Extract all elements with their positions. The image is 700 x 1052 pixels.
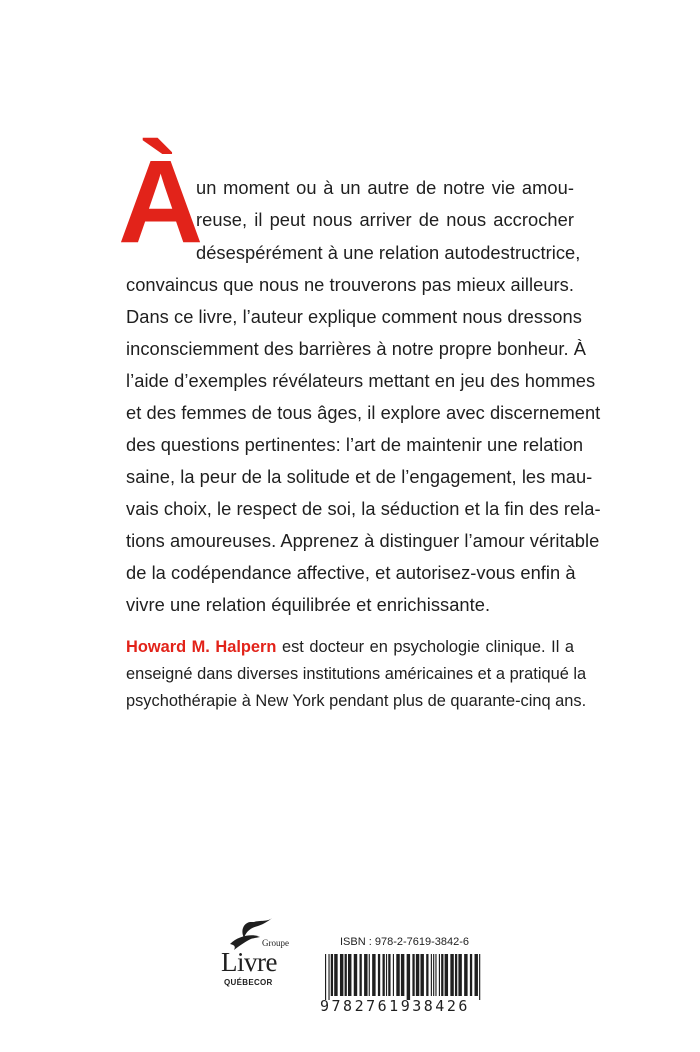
barcode-bar bbox=[328, 954, 329, 1000]
publisher-logo-quebecor: QUÉBECOR bbox=[224, 978, 273, 987]
barcode-bar bbox=[458, 954, 461, 996]
blurb-line: des questions pertinentes: l’art de maintenir une relation bbox=[126, 434, 584, 455]
barcode-bar bbox=[416, 954, 419, 996]
barcode-bar bbox=[340, 954, 343, 996]
barcode-bar bbox=[445, 954, 448, 996]
barcode-bar bbox=[431, 954, 432, 996]
barcode-bar bbox=[455, 954, 457, 996]
author-bio-line: psychothérapie à New York pendant plus de quarante-cinq ans. bbox=[126, 692, 587, 710]
barcode-bar bbox=[433, 954, 434, 996]
barcode-bar bbox=[393, 954, 394, 996]
barcode-bar bbox=[331, 954, 333, 996]
blurb-line: vivre une relation équilibrée et enrichissante. bbox=[126, 594, 491, 615]
publisher-logo bbox=[210, 918, 300, 998]
barcode-bar bbox=[450, 954, 453, 996]
blurb-line: vais choix, le respect de soi, la séduction et la fin des rela- bbox=[126, 498, 601, 519]
barcode-bar bbox=[475, 954, 478, 996]
barcode-bar bbox=[470, 954, 472, 996]
blurb-line: de la codépendance affective, et autorisez-vous enfin à bbox=[126, 562, 576, 583]
barcode-bar bbox=[345, 954, 347, 996]
barcode-bar bbox=[441, 954, 443, 996]
barcode-bar bbox=[479, 954, 480, 1000]
barcode-bar bbox=[383, 954, 385, 996]
author-name: Howard M. Halpern bbox=[126, 638, 277, 656]
publisher-logo-groupe: Groupe bbox=[262, 938, 289, 948]
barcode-bar bbox=[401, 954, 404, 996]
drop-cap-letter: À bbox=[118, 136, 204, 268]
author-bio-text: est docteur en psychologie clinique. Il a bbox=[276, 638, 574, 656]
blurb-line: et des femmes de tous âges, il explore avec discernement bbox=[126, 402, 601, 423]
barcode-bar bbox=[372, 954, 375, 996]
author-bio-line bbox=[126, 635, 574, 659]
barcode-bar bbox=[369, 954, 370, 996]
blurb-line: tions amoureuses. Apprenez à distinguer l’amour véritable bbox=[126, 530, 600, 551]
blurb-line: l’aide d’exemples révélateurs mettant en jeu des hommes bbox=[126, 370, 596, 391]
barcode-icon bbox=[323, 954, 485, 1000]
barcode-bar bbox=[354, 954, 357, 996]
barcode-bar bbox=[334, 954, 337, 996]
barcode-bar bbox=[464, 954, 467, 996]
barcode-bar bbox=[439, 954, 440, 996]
barcode-bar bbox=[407, 954, 410, 1000]
barcode-bar bbox=[435, 954, 436, 996]
barcode-bar bbox=[420, 954, 423, 996]
blurb-line: reuse, il peut nous arriver de nous accrocher bbox=[196, 209, 574, 230]
blurb-line: désespérément à une relation autodestructrice, bbox=[196, 242, 581, 263]
publisher-logo-livre: Livre bbox=[221, 947, 277, 977]
barcode-bar bbox=[426, 954, 428, 996]
barcode-bar bbox=[378, 954, 380, 996]
isbn-label: ISBN : 978-2-7619-3842-6 bbox=[340, 936, 470, 948]
barcode-bar bbox=[360, 954, 362, 996]
barcode-bar bbox=[364, 954, 367, 996]
blurb-line: inconsciemment des barrières à notre propre bonheur. À bbox=[126, 338, 586, 359]
blurb-line: convaincus que nous ne trouverons pas mieux ailleurs. bbox=[126, 274, 574, 295]
barcode-bar bbox=[412, 954, 414, 996]
barcode-bar bbox=[386, 954, 387, 996]
blurb-line: saine, la peur de la solitude et de l’engagement, les mau- bbox=[126, 466, 593, 487]
barcode-bar bbox=[396, 954, 399, 996]
author-bio-line: enseigné dans diverses institutions américaines et a pratiqué la bbox=[126, 665, 587, 683]
barcode-digits: 9782761938426 bbox=[320, 997, 470, 1015]
blurb-line: un moment ou à un autre de notre vie amou- bbox=[196, 177, 574, 198]
barcode-bar bbox=[348, 954, 351, 996]
barcode-bar bbox=[388, 954, 390, 996]
barcode-bar bbox=[325, 954, 326, 1000]
blurb-line: Dans ce livre, l’auteur explique comment nous dressons bbox=[126, 306, 582, 327]
